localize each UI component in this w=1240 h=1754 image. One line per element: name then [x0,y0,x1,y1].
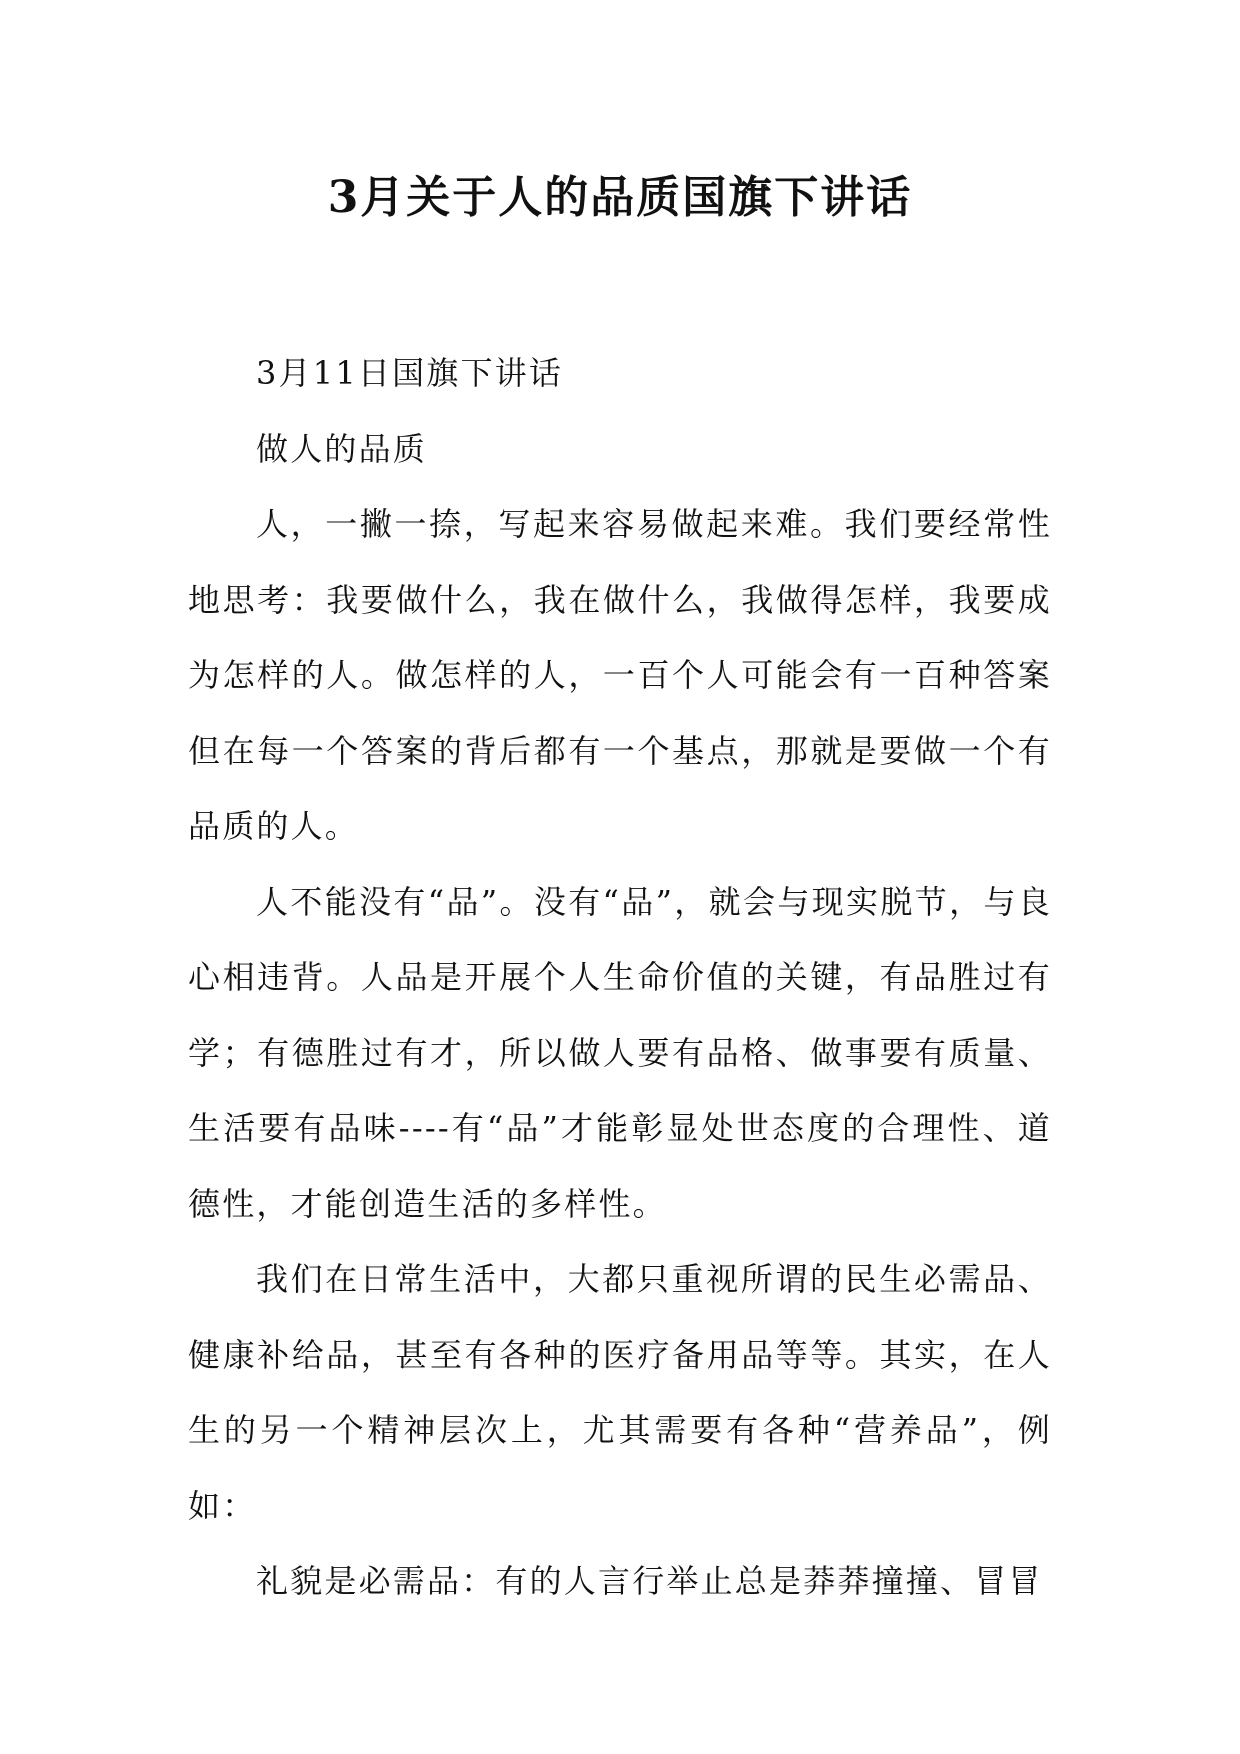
paragraph: 人不能没有“品”。没有“品”，就会与现实脱节，与良心相违背。人品是开展个人生命价值的关键，有品胜过有学；有德胜过有才，所以做人要有品格、做事要有质量、生活要有品味----有“品”才能彰显处世态度的合理性、道德性，才能创造生活的多样性。 [188,882,1052,1223]
paragraph: 我们在日常生活中，大都只重视所谓的民生必需品、健康补给品，甚至有各种的医疗备用品等等。其实，在人生的另一个精神层次上，尤其需要有各种“营养品”，例如： [188,1260,1052,1525]
document-body [188,336,1052,1620]
paragraph: 人，一撇一捺，写起来容易做起来难。我们要经常性地思考：我要做什么，我在做什么，我做得怎样，我要成为怎样的人。做怎样的人，一百个人可能会有一百种答案但在每一个答案的背后都有一个基点，那就是要做一个有品质的人。 [188,505,1052,845]
paragraph: 礼貌是必需品：有的人言行举止总是莽莽撞撞、冒冒 [256,1562,1043,1600]
speech-subtitle: 做人的品质 [256,429,428,468]
speech-date-line: 3月11日国旗下讲话 [256,354,564,392]
document-title: 3月关于人的品质国旗下讲话 [327,172,913,223]
